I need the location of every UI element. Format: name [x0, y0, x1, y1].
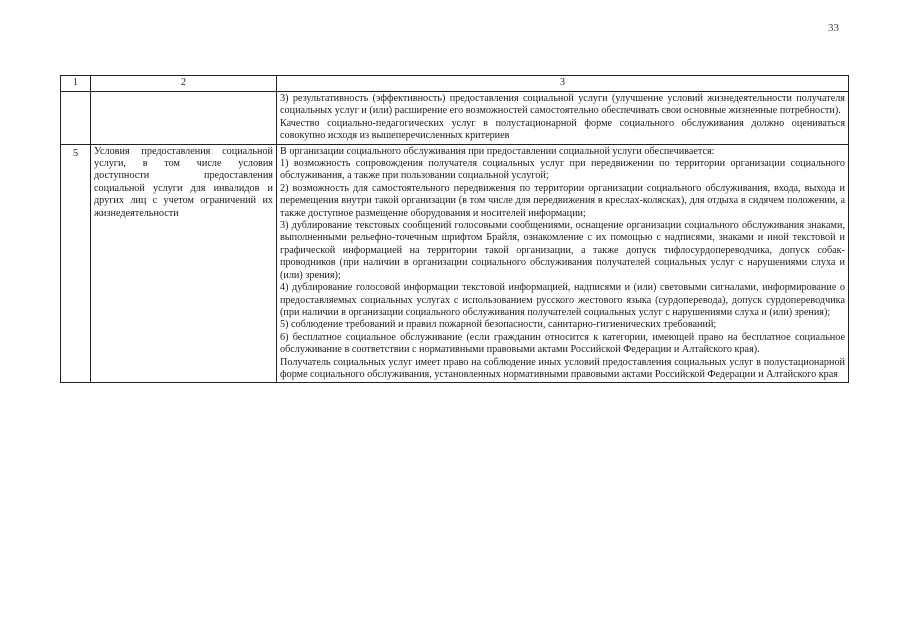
- content-paragraph: Получатель социальных услуг имеет право на соблюдение иных условий предоставления социальных услуг в полустационарной форме социального обслуживания, установленных нормативными правовыми актами Российской Федерации и Алтайского края: [280, 356, 845, 380]
- row-content-cell: [277, 144, 849, 383]
- content-paragraph: 3) дублирование текстовых сообщений голосовыми сообщениями, оснащение организации социального обслуживания знаками, выполненными рельефно-точечным шрифтом Брайля, ознакомление с их помощью с надписями, знаками и иной текстовой и графической информацией на территории такой организации, а также допуск тифлосурдопереводчика, допуск собак-проводников (при наличии в организации социального обслуживания получателей социальных услуг с нарушениями слуха и (или) зрения);: [280, 220, 845, 281]
- row-content-cell: [277, 92, 849, 145]
- table-row-5: [61, 144, 849, 383]
- header-col-2: 2: [91, 76, 277, 92]
- row-name-cell-empty: [91, 92, 277, 145]
- table-header-row: [61, 76, 849, 92]
- content-paragraph: 4) дублирование голосовой информации текстовой информацией, надписями и (или) световыми сигналами, информирование о предоставляемых социальных услугах с использованием русского жестового языка (сурдоперевода), допуск сурдопереводчика (при наличии в организации социального обслуживания получателей социальных услуг с нарушениями слуха и (или) зрения);: [280, 282, 845, 318]
- row-number: 5: [61, 144, 91, 383]
- content-paragraph: 3) результативность (эффективность) предоставления социальной услуги (улучшение условий жизнедеятельности получателя социальных услуг и (или) расширение его возможностей самостоятельно обеспечивать свои основные жизненные потребности).: [280, 93, 845, 117]
- content-paragraph: В организации социального обслуживания при предоставлении социальной услуги обеспечивается:: [280, 145, 715, 157]
- table-row-continuation: [61, 92, 849, 145]
- header-col-1: 1: [61, 76, 91, 92]
- content-paragraph: 5) соблюдение требований и правил пожарной безопасности, санитарно-гигиенических требований;: [280, 319, 717, 331]
- standard-table: [60, 75, 849, 383]
- row-name: Условия предоставления социальной услуги, в том числе условия доступности предоставления социальной услуги для инвалидов и других лиц с учетом ограничений их жизнедеятельности: [91, 144, 277, 383]
- content-paragraph: 2) возможность для самостоятельного передвижения по территории организации социального обслуживания, входа, выхода и перемещения внутри такой организации (в том числе для передвижения в креслах-колясках), для отдыха в сидячем положении, а также доступное размещение оборудования и носителей информации;: [280, 182, 845, 219]
- header-col-3: 3: [277, 76, 849, 92]
- content-paragraph: Качество социально-педагогических услуг в полустационарной форме социального обслуживания должно оцениваться совокупно исходя из вышеперечисленных критериев: [280, 117, 845, 142]
- page-number: 33: [828, 22, 839, 34]
- content-paragraph: 1) возможность сопровождения получателя социальных услуг при передвижении по территории организации социального обслуживания, а также при пользовании социальной услугой;: [280, 158, 845, 182]
- row-number-cell-empty: [61, 92, 91, 145]
- content-paragraph: 6) бесплатное социальное обслуживание (если гражданин относится к категории, имеющей право на бесплатное социальное обслуживание в соответствии с нормативными правовыми актами Российской Федерации и Алтайского края).: [280, 331, 845, 356]
